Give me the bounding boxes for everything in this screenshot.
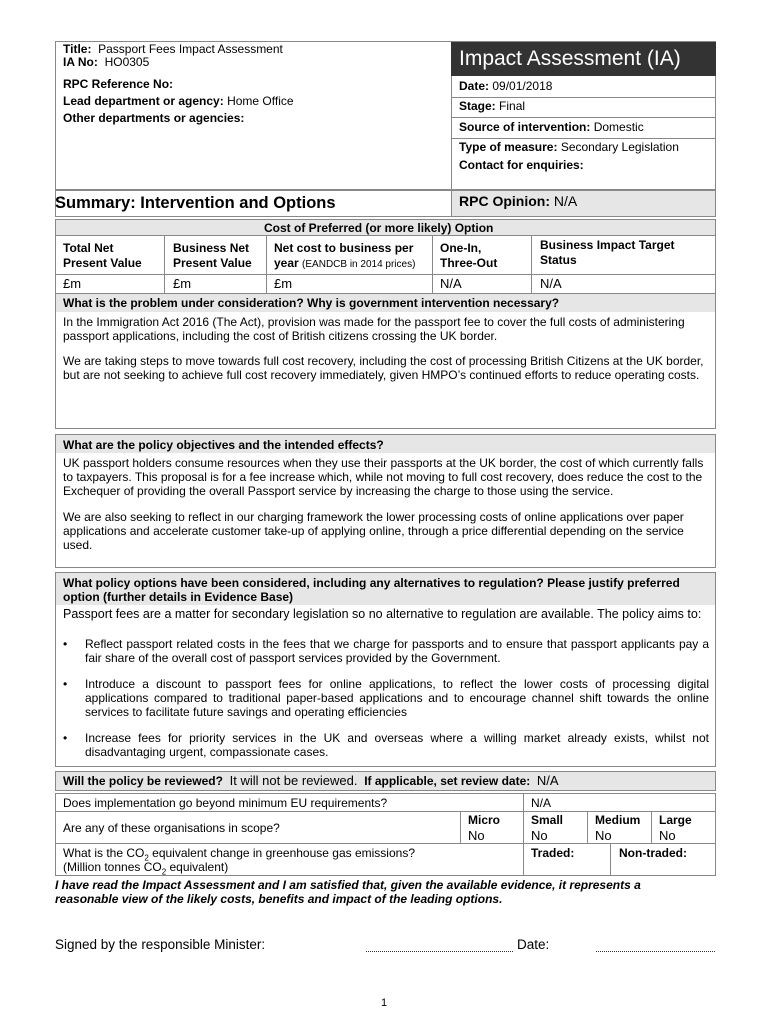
ia-number-line: IA No: HO0305 bbox=[63, 55, 150, 69]
options-intro: Passport fees are a matter for secondary legislation so no alternative to regulation are available. The policy aims to: bbox=[63, 607, 702, 621]
medium-cell: Medium No bbox=[595, 813, 641, 843]
options-question: What policy options have been considered, including any alternatives to regulation? Please justify preferred option (further details in Evidence Base) bbox=[63, 576, 680, 604]
lead-department-line: Lead department or agency: Home Office bbox=[63, 94, 294, 108]
col-total-npv: Total Net Present Value bbox=[63, 241, 142, 270]
cost-table-caption: Cost of Preferred (or more likely) Option bbox=[264, 221, 494, 235]
options-bullet-3: • Increase fees for priority services in the UK and overseas where a willing market already exists, whilst not disadvantaging urgent, compassionate cases. bbox=[57, 731, 709, 759]
declaration-text: I have read the Impact Assessment and I am satisfied that, given the available evidence, it represents a reasonable view of the likely costs, benefits and impact of the leading options. bbox=[55, 878, 641, 906]
page-number: 1 bbox=[381, 997, 388, 1009]
signature-date-line[interactable] bbox=[596, 951, 715, 952]
eu-question: Does implementation go beyond minimum EU requirements? bbox=[63, 796, 388, 810]
impact-assessment-banner: Impact Assessment (IA) bbox=[451, 42, 716, 76]
review-date-value: N/A bbox=[536, 773, 559, 788]
stage-line: Stage: Final bbox=[459, 99, 526, 113]
rpc-opinion: RPC Opinion: N/A bbox=[459, 193, 578, 209]
other-departments-label: Other departments or agencies: bbox=[63, 111, 245, 125]
val-business-impact-target: N/A bbox=[540, 276, 562, 291]
summary-heading: Summary: Intervention and Options bbox=[55, 194, 336, 212]
signature-date-label: Date: bbox=[517, 937, 550, 952]
date-value: 09/01/2018 bbox=[492, 79, 553, 93]
organisations-question: Are any of these organisations in scope? bbox=[63, 821, 280, 835]
objectives-paragraph-2: We are also seeking to reflect in our charging framework the lower processing costs of online applications over paper applications and accelerate customer take-up of applying online, through a price differential depending on the service used. bbox=[63, 510, 684, 552]
col-net-cost: Net cost to business per year (EANDCB in 2014 prices) bbox=[274, 241, 416, 270]
rpc-reference-label: RPC Reference No: bbox=[63, 77, 174, 91]
title-line: Title: Passport Fees Impact Assessment bbox=[63, 42, 283, 56]
val-total-npv: £m bbox=[63, 276, 82, 291]
non-traded-label: Non-traded: bbox=[619, 846, 687, 860]
val-one-in-three-out: N/A bbox=[440, 276, 462, 291]
source-line: Source of intervention: Domestic bbox=[459, 120, 644, 134]
title-value: Passport Fees Impact Assessment bbox=[98, 42, 283, 56]
co2-units: (Million tonnes $CO_2$ equivalent) bbox=[63, 860, 229, 877]
options-bullet-list bbox=[57, 637, 709, 771]
measure-line: Type of measure: Secondary Legislation bbox=[459, 140, 679, 154]
col-business-npv: Business Net Present Value bbox=[173, 241, 252, 270]
objectives-question: What are the policy objectives and the intended effects? bbox=[63, 438, 384, 452]
problem-question: What is the problem under consideration? Why is government intervention necessary? bbox=[63, 296, 560, 310]
stage-value: Final bbox=[499, 99, 526, 113]
co2-question: What is the $CO_2$ equivalent change in greenhouse gas emissions? bbox=[63, 846, 415, 863]
traded-label: Traded: bbox=[531, 846, 575, 860]
measure-value: Secondary Legislation bbox=[560, 140, 679, 154]
micro-cell: Micro No bbox=[468, 813, 501, 843]
signed-label: Signed by the responsible Minister: bbox=[55, 937, 266, 952]
options-bullet-2: • Introduce a discount to passport fees for online applications, to reflect the lower costs of processing digital applications compared to traditional paper-based applications and to encourage channel shift towards the online services to facilitate future savings and operating efficiencies bbox=[57, 677, 709, 719]
ia-number-value: HO0305 bbox=[104, 55, 150, 69]
problem-paragraph-2: We are taking steps to move towards full cost recovery, including the cost of processing British Citizens at the UK border, but are not seeking to achieve full cost recovery immediately, given HMPO’s continued efforts to reduce operating costs. bbox=[63, 354, 704, 382]
review-value: It will not be reviewed. bbox=[229, 773, 358, 788]
lead-department-value: Home Office bbox=[227, 94, 294, 108]
source-value: Domestic bbox=[593, 120, 644, 134]
rpc-opinion-value: N/A bbox=[553, 193, 578, 209]
review-line: Will the policy be reviewed? It will not be reviewed. If applicable, set review date: N/A bbox=[63, 773, 559, 788]
large-cell: Large No bbox=[659, 813, 692, 843]
objectives-paragraph-1: UK passport holders consume resources when they use their passports at the UK border, the cost of which currently falls to taxpayers. This proposal is for a fee increase which, while not moving to full cost recovery, does reduce the cost to the Exchequer of providing the overall Passport service by increasing the charge to those using the service. bbox=[63, 456, 704, 498]
val-business-npv: £m bbox=[173, 276, 192, 291]
col-business-impact-target: Business Impact Target Status bbox=[540, 238, 675, 267]
eu-value: N/A bbox=[531, 796, 552, 810]
small-cell: Small No bbox=[531, 813, 564, 843]
date-line: Date: 09/01/2018 bbox=[459, 79, 553, 93]
contact-label: Contact for enquiries: bbox=[459, 158, 584, 172]
problem-paragraph-1: In the Immigration Act 2016 (The Act), provision was made for the passport fee to cover the full costs of administering passport applications, including the cost of British citizens crossing the UK border. bbox=[63, 315, 685, 343]
signature-line[interactable] bbox=[366, 951, 513, 952]
col-one-in-three-out: One-In, Three-Out bbox=[440, 241, 498, 270]
options-bullet-1: • Reflect passport related costs in the fees that we charge for passports and to ensure that passport applicants pay a fair share of the overall cost of passport services provided by the Government. bbox=[57, 637, 709, 665]
val-net-cost: £m bbox=[274, 276, 293, 291]
